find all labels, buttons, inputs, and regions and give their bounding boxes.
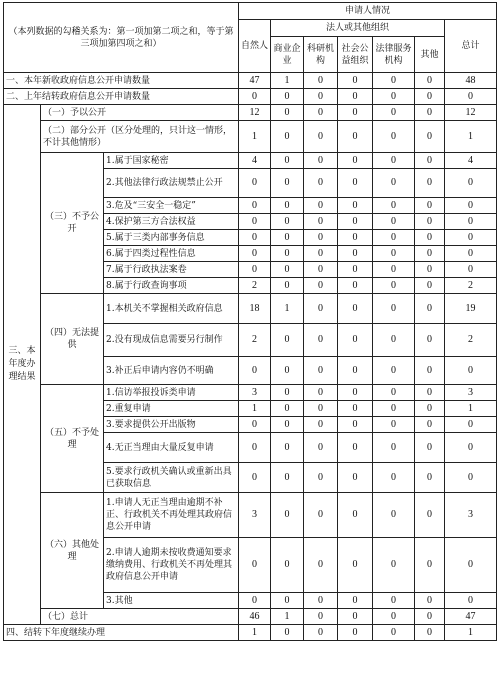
value-cell: 0 bbox=[271, 153, 304, 169]
value-cell: 0 bbox=[445, 169, 497, 198]
value-cell: 0 bbox=[304, 324, 338, 357]
value-cell: 0 bbox=[304, 278, 338, 294]
value-cell: 0 bbox=[445, 593, 497, 609]
value-cell: 0 bbox=[445, 262, 497, 278]
section-label-s3: 三、本年度办理结果 bbox=[4, 105, 41, 625]
value-cell: 0 bbox=[338, 417, 373, 433]
value-cell: 0 bbox=[338, 385, 373, 401]
report-table-wrapper bbox=[3, 2, 497, 641]
value-cell: 0 bbox=[373, 625, 415, 641]
row-g5-1 bbox=[4, 385, 497, 401]
value-cell: 0 bbox=[338, 278, 373, 294]
value-cell: 0 bbox=[415, 609, 445, 625]
value-cell: 0 bbox=[415, 625, 445, 641]
item-label: 2.没有现成信息需要另行制作 bbox=[104, 324, 239, 357]
value-cell: 0 bbox=[445, 230, 497, 246]
value-cell: 0 bbox=[373, 230, 415, 246]
value-cell: 0 bbox=[271, 433, 304, 463]
row-s1 bbox=[4, 73, 497, 89]
value-cell: 0 bbox=[373, 246, 415, 262]
value-cell: 0 bbox=[304, 463, 338, 493]
value-cell: 0 bbox=[304, 625, 338, 641]
value-cell: 0 bbox=[338, 230, 373, 246]
value-cell: 0 bbox=[304, 153, 338, 169]
value-cell: 0 bbox=[239, 198, 271, 214]
group-label-g5: （五）不予处理 bbox=[41, 385, 104, 493]
value-cell: 0 bbox=[271, 230, 304, 246]
value-cell: 0 bbox=[338, 105, 373, 121]
value-cell: 0 bbox=[338, 609, 373, 625]
value-cell: 12 bbox=[445, 105, 497, 121]
item-label: 5.属于三类内部事务信息 bbox=[104, 230, 239, 246]
value-cell: 0 bbox=[304, 262, 338, 278]
value-cell: 0 bbox=[338, 538, 373, 593]
value-cell: 0 bbox=[338, 262, 373, 278]
value-cell: 0 bbox=[373, 593, 415, 609]
value-cell: 0 bbox=[304, 538, 338, 593]
value-cell: 0 bbox=[304, 230, 338, 246]
value-cell: 0 bbox=[239, 246, 271, 262]
row-g6-1 bbox=[4, 493, 497, 538]
value-cell: 0 bbox=[415, 262, 445, 278]
value-cell: 0 bbox=[445, 246, 497, 262]
row-s4 bbox=[4, 625, 497, 641]
value-cell: 0 bbox=[304, 609, 338, 625]
value-cell: 0 bbox=[271, 278, 304, 294]
value-cell: 0 bbox=[239, 89, 271, 105]
value-cell: 0 bbox=[415, 593, 445, 609]
value-cell: 1 bbox=[445, 625, 497, 641]
value-cell: 0 bbox=[373, 214, 415, 230]
value-cell: 1 bbox=[239, 401, 271, 417]
value-cell: 0 bbox=[373, 324, 415, 357]
item-label: 2.其他法律行政法规禁止公开 bbox=[104, 169, 239, 198]
value-cell: 0 bbox=[304, 214, 338, 230]
value-cell: 0 bbox=[373, 153, 415, 169]
row-g2 bbox=[4, 121, 497, 153]
item-label: 5.要求行政机关确认或重新出具已获取信息 bbox=[104, 463, 239, 493]
row-s2 bbox=[4, 89, 497, 105]
value-cell: 0 bbox=[271, 214, 304, 230]
value-cell: 0 bbox=[304, 493, 338, 538]
value-cell: 0 bbox=[415, 401, 445, 417]
header-other: 其他 bbox=[415, 37, 445, 73]
row-g7 bbox=[4, 609, 497, 625]
value-cell: 1 bbox=[445, 121, 497, 153]
value-cell: 0 bbox=[415, 230, 445, 246]
value-cell: 0 bbox=[304, 73, 338, 89]
value-cell: 0 bbox=[338, 401, 373, 417]
item-label: 2.重复申请 bbox=[104, 401, 239, 417]
value-cell: 2 bbox=[445, 324, 497, 357]
header-note: （本列数据的勾稽关系为：第一项加第二项之和，等于第三项加第四项之和） bbox=[4, 3, 239, 73]
value-cell: 0 bbox=[271, 198, 304, 214]
item-label: 1.本机关不掌握相关政府信息 bbox=[104, 294, 239, 324]
value-cell: 4 bbox=[445, 153, 497, 169]
item-label: 1.申请人无正当理由逾期不补正、行政机关不再处理其政府信息公开申请 bbox=[104, 493, 239, 538]
value-cell: 0 bbox=[373, 89, 415, 105]
group-label-g2: （二）部分公开（区分处理的，只计这一情形，不计其他情形） bbox=[41, 121, 239, 153]
value-cell: 1 bbox=[239, 625, 271, 641]
value-cell: 0 bbox=[445, 357, 497, 385]
value-cell: 0 bbox=[239, 230, 271, 246]
value-cell: 0 bbox=[373, 433, 415, 463]
value-cell: 0 bbox=[271, 121, 304, 153]
value-cell: 0 bbox=[239, 538, 271, 593]
value-cell: 0 bbox=[415, 357, 445, 385]
group-label-g4: （四）无法提供 bbox=[41, 294, 104, 385]
value-cell: 0 bbox=[415, 198, 445, 214]
item-label: 4.无正当理由大量反复申请 bbox=[104, 433, 239, 463]
value-cell: 0 bbox=[338, 463, 373, 493]
value-cell: 0 bbox=[338, 324, 373, 357]
value-cell: 0 bbox=[415, 463, 445, 493]
value-cell: 0 bbox=[271, 324, 304, 357]
header-row-1 bbox=[4, 3, 497, 20]
item-label: 3.要求提供公开出版物 bbox=[104, 417, 239, 433]
value-cell: 0 bbox=[271, 463, 304, 493]
value-cell: 0 bbox=[373, 278, 415, 294]
value-cell: 0 bbox=[271, 246, 304, 262]
group-label-g6: （六）其他处理 bbox=[41, 493, 104, 609]
value-cell: 0 bbox=[415, 493, 445, 538]
value-cell: 0 bbox=[304, 198, 338, 214]
value-cell: 2 bbox=[239, 324, 271, 357]
value-cell: 0 bbox=[338, 198, 373, 214]
value-cell: 0 bbox=[239, 169, 271, 198]
value-cell: 1 bbox=[271, 73, 304, 89]
value-cell: 0 bbox=[373, 73, 415, 89]
value-cell: 0 bbox=[271, 493, 304, 538]
section-label-s2: 二、上年结转政府信息公开申请数量 bbox=[4, 89, 239, 105]
value-cell: 0 bbox=[445, 433, 497, 463]
item-label: 8.属于行政查询事项 bbox=[104, 278, 239, 294]
value-cell: 0 bbox=[415, 214, 445, 230]
value-cell: 0 bbox=[338, 89, 373, 105]
value-cell: 0 bbox=[271, 417, 304, 433]
section-label-s4: 四、结转下年度继续办理 bbox=[4, 625, 239, 641]
value-cell: 0 bbox=[373, 609, 415, 625]
value-cell: 0 bbox=[338, 153, 373, 169]
row-g1 bbox=[4, 105, 497, 121]
value-cell: 0 bbox=[415, 324, 445, 357]
value-cell: 0 bbox=[338, 121, 373, 153]
value-cell: 0 bbox=[338, 357, 373, 385]
value-cell: 0 bbox=[304, 433, 338, 463]
item-label: 4.保护第三方合法权益 bbox=[104, 214, 239, 230]
value-cell: 0 bbox=[338, 625, 373, 641]
header-research: 科研机构 bbox=[304, 37, 338, 73]
value-cell: 0 bbox=[271, 169, 304, 198]
value-cell: 0 bbox=[415, 73, 445, 89]
value-cell: 0 bbox=[271, 593, 304, 609]
value-cell: 0 bbox=[304, 105, 338, 121]
item-label: 1.信访举报投诉类申请 bbox=[104, 385, 239, 401]
value-cell: 0 bbox=[304, 294, 338, 324]
value-cell: 0 bbox=[338, 493, 373, 538]
value-cell: 0 bbox=[304, 357, 338, 385]
value-cell: 3 bbox=[445, 385, 497, 401]
value-cell: 0 bbox=[304, 246, 338, 262]
value-cell: 0 bbox=[415, 433, 445, 463]
value-cell: 0 bbox=[239, 214, 271, 230]
value-cell: 3 bbox=[239, 385, 271, 401]
header-applicant-info: 申请人情况 bbox=[239, 3, 497, 20]
value-cell: 3 bbox=[445, 493, 497, 538]
value-cell: 0 bbox=[445, 463, 497, 493]
value-cell: 0 bbox=[271, 105, 304, 121]
value-cell: 0 bbox=[373, 198, 415, 214]
value-cell: 0 bbox=[239, 357, 271, 385]
header-social-welfare: 社会公益组织 bbox=[338, 37, 373, 73]
value-cell: 0 bbox=[338, 593, 373, 609]
item-label: 3.补正后申请内容仍不明确 bbox=[104, 357, 239, 385]
value-cell: 0 bbox=[239, 593, 271, 609]
row-g3-1 bbox=[4, 153, 497, 169]
value-cell: 0 bbox=[415, 385, 445, 401]
value-cell: 0 bbox=[373, 169, 415, 198]
value-cell: 0 bbox=[415, 153, 445, 169]
value-cell: 0 bbox=[304, 593, 338, 609]
value-cell: 0 bbox=[338, 433, 373, 463]
value-cell: 1 bbox=[239, 121, 271, 153]
value-cell: 0 bbox=[271, 357, 304, 385]
value-cell: 0 bbox=[373, 357, 415, 385]
disclosure-statistics-table bbox=[3, 2, 497, 641]
value-cell: 0 bbox=[239, 463, 271, 493]
value-cell: 0 bbox=[415, 89, 445, 105]
value-cell: 0 bbox=[373, 463, 415, 493]
value-cell: 0 bbox=[373, 121, 415, 153]
item-label: 2.申请人逾期未按收费通知要求缴纳费用、行政机关不再处理其政府信息公开申请 bbox=[104, 538, 239, 593]
value-cell: 0 bbox=[239, 262, 271, 278]
value-cell: 0 bbox=[415, 246, 445, 262]
item-label: 7.属于行政执法案卷 bbox=[104, 262, 239, 278]
value-cell: 0 bbox=[445, 538, 497, 593]
value-cell: 1 bbox=[445, 401, 497, 417]
value-cell: 0 bbox=[338, 214, 373, 230]
value-cell: 19 bbox=[445, 294, 497, 324]
value-cell: 0 bbox=[373, 538, 415, 593]
item-label: 6.属于四类过程性信息 bbox=[104, 246, 239, 262]
value-cell: 0 bbox=[304, 417, 338, 433]
value-cell: 0 bbox=[271, 89, 304, 105]
value-cell: 0 bbox=[271, 625, 304, 641]
value-cell: 1 bbox=[271, 609, 304, 625]
value-cell: 0 bbox=[271, 262, 304, 278]
value-cell: 0 bbox=[415, 278, 445, 294]
value-cell: 0 bbox=[373, 105, 415, 121]
value-cell: 0 bbox=[304, 121, 338, 153]
value-cell: 48 bbox=[445, 73, 497, 89]
value-cell: 0 bbox=[373, 262, 415, 278]
value-cell: 18 bbox=[239, 294, 271, 324]
header-commercial: 商业企业 bbox=[271, 37, 304, 73]
value-cell: 0 bbox=[338, 73, 373, 89]
header-total: 总计 bbox=[445, 20, 497, 73]
group-label-g1: （一）予以公开 bbox=[41, 105, 239, 121]
value-cell: 0 bbox=[304, 401, 338, 417]
value-cell: 12 bbox=[239, 105, 271, 121]
value-cell: 0 bbox=[239, 417, 271, 433]
value-cell: 0 bbox=[373, 417, 415, 433]
value-cell: 47 bbox=[445, 609, 497, 625]
value-cell: 46 bbox=[239, 609, 271, 625]
value-cell: 0 bbox=[338, 169, 373, 198]
value-cell: 0 bbox=[415, 169, 445, 198]
value-cell: 0 bbox=[373, 294, 415, 324]
value-cell: 47 bbox=[239, 73, 271, 89]
value-cell: 0 bbox=[373, 385, 415, 401]
value-cell: 0 bbox=[445, 198, 497, 214]
item-label: 1.属于国家秘密 bbox=[104, 153, 239, 169]
value-cell: 0 bbox=[373, 493, 415, 538]
value-cell: 0 bbox=[445, 417, 497, 433]
item-label: 3.危及“三安全一稳定” bbox=[104, 198, 239, 214]
header-natural-person: 自然人 bbox=[239, 20, 271, 73]
header-legal-service: 法律服务机构 bbox=[373, 37, 415, 73]
value-cell: 2 bbox=[239, 278, 271, 294]
value-cell: 3 bbox=[239, 493, 271, 538]
row-g4-1 bbox=[4, 294, 497, 324]
value-cell: 0 bbox=[304, 385, 338, 401]
value-cell: 0 bbox=[304, 169, 338, 198]
value-cell: 0 bbox=[338, 246, 373, 262]
value-cell: 0 bbox=[271, 385, 304, 401]
value-cell: 0 bbox=[445, 89, 497, 105]
group-label-g3: （三）不予公开 bbox=[41, 153, 104, 294]
value-cell: 0 bbox=[445, 214, 497, 230]
value-cell: 0 bbox=[239, 433, 271, 463]
value-cell: 0 bbox=[415, 105, 445, 121]
value-cell: 0 bbox=[415, 121, 445, 153]
value-cell: 2 bbox=[445, 278, 497, 294]
group-label-g7: （七）总计 bbox=[41, 609, 239, 625]
value-cell: 0 bbox=[415, 538, 445, 593]
section-label-s1: 一、本年新收政府信息公开申请数量 bbox=[4, 73, 239, 89]
value-cell: 4 bbox=[239, 153, 271, 169]
value-cell: 0 bbox=[415, 417, 445, 433]
item-label: 3.其他 bbox=[104, 593, 239, 609]
value-cell: 1 bbox=[271, 294, 304, 324]
value-cell: 0 bbox=[271, 538, 304, 593]
value-cell: 0 bbox=[338, 294, 373, 324]
value-cell: 0 bbox=[373, 401, 415, 417]
value-cell: 0 bbox=[304, 89, 338, 105]
value-cell: 0 bbox=[271, 401, 304, 417]
value-cell: 0 bbox=[415, 294, 445, 324]
header-legal-group: 法人或其他组织 bbox=[271, 20, 445, 37]
